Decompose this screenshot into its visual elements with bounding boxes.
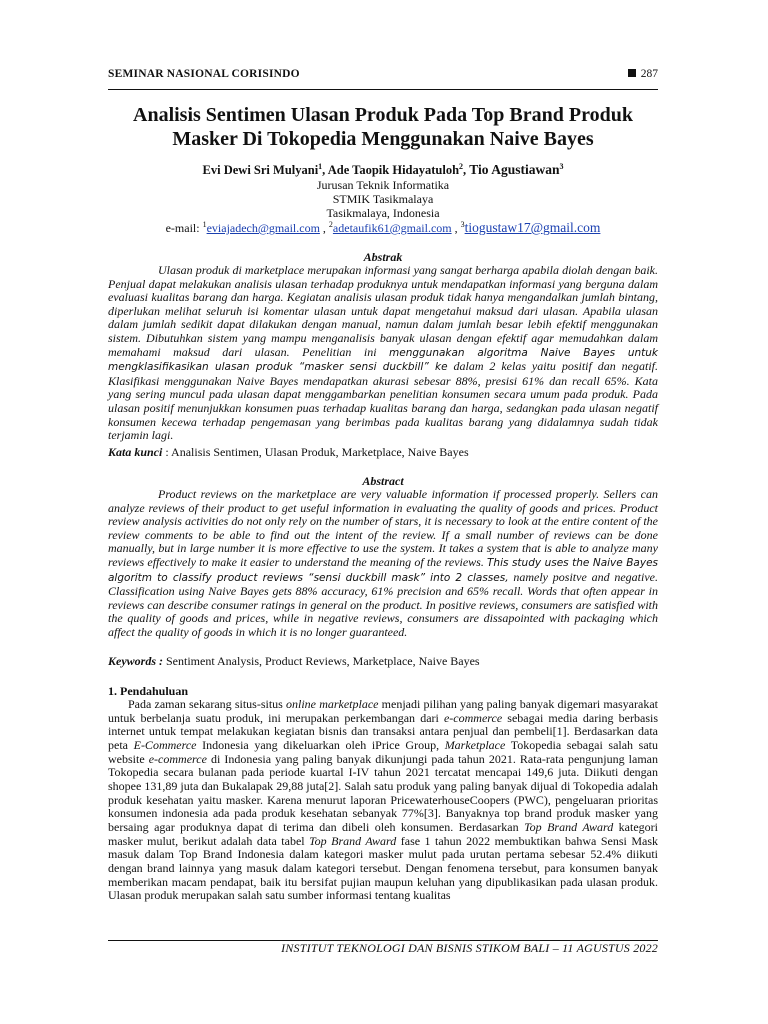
email-sup: 1 xyxy=(202,220,207,229)
conference-name: SEMINAR NASIONAL CORISINDO xyxy=(108,68,300,80)
author-name: Tio Agustiawan xyxy=(469,162,560,178)
page-number: 287 xyxy=(640,68,658,80)
department: Jurusan Teknik Informatika xyxy=(316,178,450,192)
abstract-text xyxy=(108,488,658,640)
email-link-3[interactable]: tiogustaw17@gmail.com xyxy=(464,220,601,235)
email-link-1[interactable]: eviajadech@gmail.com xyxy=(206,221,320,235)
email-sup: 3 xyxy=(460,220,465,229)
email-link-2[interactable]: adetaufik61@gmail.com xyxy=(332,221,452,235)
abstract-para-c: namely positve and negative. Classification using Naive Bayes gets 88% accuracy, 61% precision and 65% recall. Words that often appear in reviews can describe consumer ratings in general on the product. In positive reviews, consumers are satisfied with the quality of goods and prices, while in negative reviews, consumers are dissapointed with packaging which affect the quality of goods in which it is no longer guaranteed. xyxy=(108,569,658,639)
header-rule xyxy=(108,89,658,90)
city: Tasikmalaya, Indonesia xyxy=(326,206,440,220)
paper-title: Analisis Sentimen Ulasan Produk Pada Top Brand Produk Masker Di Tokopedia Menggunakan Naive Bayes xyxy=(133,104,633,150)
abstract-para-b: This study uses the Naive Bayes algoritm to classify product reviews “sensi duckbill mask” into 2 classes, xyxy=(108,556,658,584)
institution: STMIK Tasikmalaya xyxy=(332,192,434,206)
kata-kunci xyxy=(108,445,658,460)
kata-kunci-label: Kata kunci xyxy=(108,445,163,459)
page-footer: INSTITUT TEKNOLOGI DAN BISNIS STIKOM BALI – 11 AGUSTUS 2022 xyxy=(281,941,658,955)
keywords xyxy=(108,654,658,669)
running-header xyxy=(108,68,658,86)
square-bullet-icon xyxy=(628,69,636,77)
author-name: Evi Dewi Sri Mulyani xyxy=(202,163,319,178)
author-sup: 2 xyxy=(459,162,464,171)
abstrak-text xyxy=(108,264,658,443)
author-name: Ade Taopik Hidayatuloh xyxy=(327,163,460,178)
author-sup: 1 xyxy=(318,162,323,171)
section-heading: 1. Pendahuluan xyxy=(108,684,189,698)
email-sup: 2 xyxy=(328,220,333,229)
abstract-heading: Abstract xyxy=(362,474,404,488)
keywords-text: Sentiment Analysis, Product Reviews, Marketplace, Naive Bayes xyxy=(163,654,480,668)
abstract-para-a: Product reviews on the marketplace are very valuable information if processed properly. Sellers can analyze reviews of their product to get useful information in evaluating the quality of goods and prices. Product review analysis activities do not only rely on the number of stars, it is necessary to look at the entire content of the review comments to be able to find out the intent of the review. If a small number of reviews can be done manually, but in large number it is more effective to use the system. It takes a system that is able to analyze many reviews effectively to make it easier to understand the meaning of the reviews. xyxy=(108,487,658,569)
email-label: e-mail: xyxy=(165,221,200,235)
affiliation xyxy=(108,178,658,220)
abstrak-para-a: Ulasan produk di marketplace merupakan informasi yang sangat berharga apabila diolah dengan baik. Penjual dapat melakukan analisis ulasan terhadap produknya untuk mendapatkan informasi yang berguna dalam evaluasi kualitas barang dan harga. Kegiatan analisis ulasan produk tidak hanya mengandalkan jumlah bintang, diperlukan melihat seluruh isi komentar ulasan untuk dapat mengetahui maksud dari ulasan. Apabila ulasan dalam jumlah sedikit dapat dilakukan dengan manual, namun dalam jumlah besar lebih efektif menggunakan sistem. Dibutuhkan sistem yang mampu menganalisis banyak ulasan dengan efektif agar memudahkan dalam memahami maksud dari ulasan. Penelitian ini xyxy=(108,263,658,359)
page-number-block xyxy=(628,68,658,80)
abstrak-heading: Abstrak xyxy=(363,250,403,264)
section-body: Pada zaman sekarang situs-situs online marketplace menjadi pilihan yang paling banyak digemari masyarakat untuk berbelanja suatu produk, ini merupakan perkembangan dari e-commerce sebagai media daring berbasis internet untuk tempat melakukan kegiatan bisnis dan transaksi antara penjual dan pembeli[1]. Berdasarkan data peta E-Commerce Indonesia yang dikeluarkan oleh iPrice Group, Marketplace Tokopedia sebagai salah satu website e-commerce di Indonesia yang paling banyak dikunjungi pada tahun 2021. Rata-rata pengunjung laman Tokopedia secara bulanan pada periode kuartal I-IV tahun 2021 tercatat mencapai 149,6 juta. Diikuti dengan shopee 131,89 juta dan Bukalapak 29,88 juta[2]. Salah satu produk yang paling banyak dijual di Tokopedia adalah produk kesehatan yaitu masker. Karena menurut laporan PricewaterhouseCoopers (PWC), pengeluaran prioritas konsumen indonesia ada pada produk kesehatan sebanyak 77%[3]. Banyaknya top brand produk masker yang bersaing agar produknya dapat di terima dan dibeli oleh konsumen. Berdasarkan Top Brand Award kategori masker mulut, berikut adalah data tabel Top Brand Award fase 1 tahun 2022 membuktikan bahwa Sensi Mask masuk dalam Top Brand Indonesia dalam kategori masker mulut pada urutan pertama sebesar 52.4% diikuti dengan brand lainnya yang masuk dalam kategori tersebut. Dengan fenomena tersebut, para konsumen banyak memberikan macam pendapat, baik itu bersifat pujian maupun keluhan yang dipublikasikan pada ulasan produk. Ulasan produk merupakan salah satu sumber informasi tentang kualitas xyxy=(108,697,658,903)
keywords-label: Keywords : xyxy=(108,654,163,668)
kata-kunci-text: : Analisis Sentimen, Ulasan Produk, Marketplace, Naive Bayes xyxy=(162,445,469,459)
author-sup: 3 xyxy=(559,162,564,171)
email-line: e-mail: $^1$eviajadech@gmail.com , $^2$adetaufik61@gmail.com , $^3$tiogustaw17@gmail.com xyxy=(165,220,601,235)
author-list: Evi Dewi Sri Mulyani$^1$, Ade Taopik Hidayatuloh$^2$, Tio Agustiawan$^3$ xyxy=(202,162,564,178)
abstrak-para-b: menggunakan algoritma Naive Bayes untuk mengklasifikasikan ulasan produk “masker sensi duckbill” ke xyxy=(108,346,658,374)
abstrak-para-c: dalam 2 kelas yaitu positif dan negatif. Klasifikasi menggunakan Naive Bayes mendapatkan akurasi sebesar 88%, presisi 61% dan recall 65%. Kata yang sering muncul pada ulasan dapat menggambarkan penelitian konsumen secara umum pada produk. Pada ulasan positif menunjukkan konsumen puas terhadap kualitas barang dan harga, sedangkan pada ulasan negatif konsumen kecewa terhadap pengemasan yang berimbas pada kualitas barang yang didalamnya sudah tidak terjamin lagi. xyxy=(108,359,659,443)
